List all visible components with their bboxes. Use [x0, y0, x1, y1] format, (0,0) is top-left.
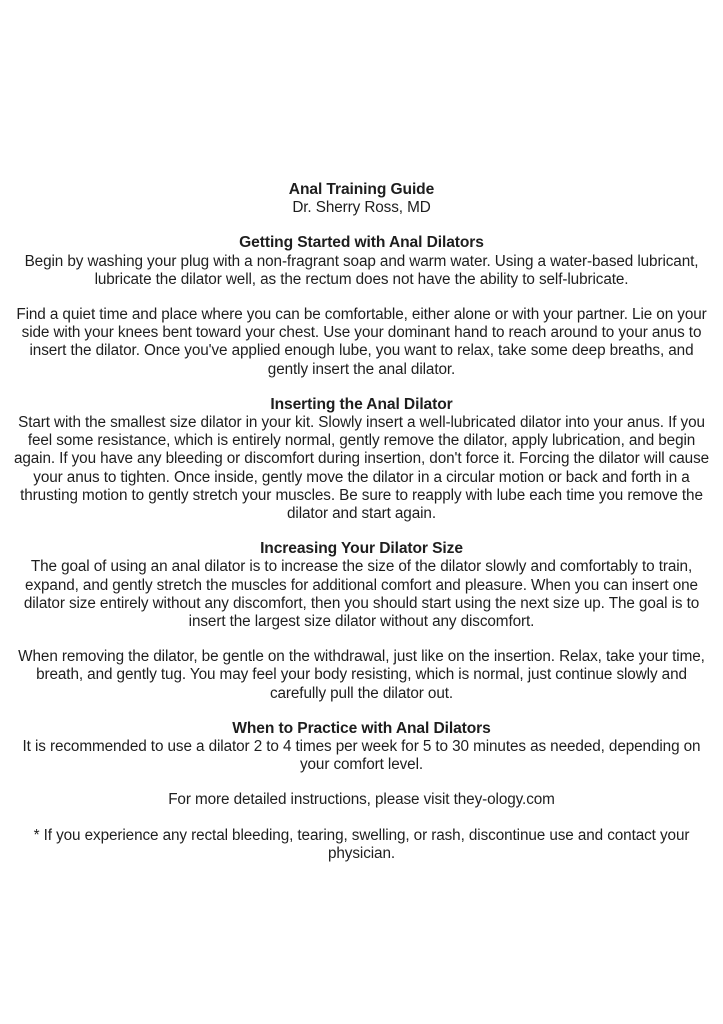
paragraph-practice-frequency: It is recommended to use a dilator 2 to 4 times per week for 5 to 30 minutes as needed, depending on your comfort level.: [22, 738, 701, 774]
paragraph-washing: Begin by washing your plug with a non-fragrant soap and warm water. Using a water-based lubricant, lubricate the dilator well, as the rectum does not have the ability to self-lubricate.: [24, 252, 699, 288]
section-heading-inserting: Inserting the Anal Dilator: [270, 395, 453, 413]
section-inserting: [12, 396, 711, 523]
paragraph-size-goal: The goal of using an anal dilator is to increase the size of the dilator slowly and comfortably to train, expand, and gently stretch the muscles for additional comfort and pleasure. When you can insert one dilator size entirely without any discomfort, then you should start using the next size up. The goal is to insert the largest size dilator without any discomfort.: [23, 558, 700, 631]
page-title: Anal Training Guide: [288, 181, 435, 198]
section-heading-getting-started: Getting Started with Anal Dilators: [239, 234, 484, 252]
more-instructions-line: For more detailed instructions, please visit they-ology.com: [168, 791, 555, 809]
section-getting-started: [12, 234, 711, 378]
page-author: Dr. Sherry Ross, MD: [292, 199, 431, 217]
section-heading-increasing-size: Increasing Your Dilator Size: [260, 540, 463, 558]
paragraph-insertion-instructions: Start with the smallest size dilator in your kit. Slowly insert a well-lubricated dilator into your anus. If you feel some resistance, which is entirely normal, gently remove the dilator, apply lubrication, and begin again. If you have any bleeding or discomfort during insertion, don't force it. Forcing the dilator will cause your anus to tighten. Once inside, gently move the dilator in a circular motion or back and forth in a thrusting motion to gently stretch your muscles. Be sure to reapply with lube each time you remove the dilator and start again.: [13, 414, 710, 523]
paragraph-quiet-time: Find a quiet time and place where you can be comfortable, either alone or with your partner. Lie on your side with your knees bent toward your chest. Use your dominant hand to reach around to your anus to insert the dilator. Once you've applied enough lube, you want to relax, take some deep breaths, and gently insert the anal dilator.: [16, 306, 707, 378]
section-increasing-size: [12, 540, 711, 703]
medical-disclaimer: * If you experience any rectal bleeding, tearing, swelling, or rash, discontinue use and contact your physician.: [33, 826, 690, 862]
paragraph-removal: When removing the dilator, be gentle on the withdrawal, just like on the insertion. Relax, take your time, breath, and gently tug. You may feel your body resisting, which is normal, just continue slowly and carefully pull the dilator out.: [18, 648, 705, 702]
section-heading-when-to-practice: When to Practice with Anal Dilators: [232, 719, 491, 737]
section-when-to-practice: [12, 720, 711, 775]
